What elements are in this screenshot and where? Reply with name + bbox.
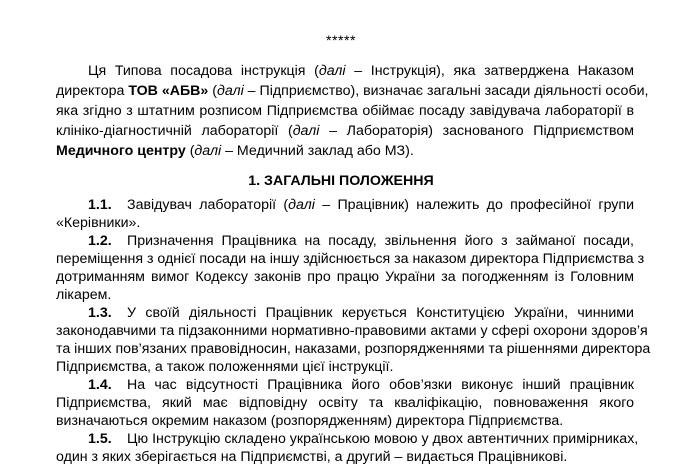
clause-1-4-line-1: На час відсутності Працівника його обов’язки виконує інший працівник bbox=[127, 377, 634, 393]
intro-line-1 bbox=[88, 61, 634, 81]
intro-text: ( bbox=[185, 143, 195, 159]
intro-text: директора bbox=[56, 83, 129, 99]
intro-italic: далі bbox=[217, 83, 244, 99]
separator-stars: ***** bbox=[325, 33, 357, 49]
clause-1-2-line-3: дотриманням вимог Кодексу законів про працю України за погодженням із Головним bbox=[56, 269, 634, 285]
intro-text: – Інструкція), яка затверджена Наказом bbox=[345, 63, 634, 79]
company-name: ТОВ «АБВ» bbox=[128, 83, 209, 99]
intro-text: ( bbox=[208, 83, 217, 99]
clause-number: 1.4. bbox=[88, 377, 112, 393]
clause-number: 1.1. bbox=[88, 197, 112, 213]
intro-line-4 bbox=[56, 121, 634, 141]
clause-number: 1.3. bbox=[88, 305, 112, 321]
clause-1-4-line-2: Підприємства, який має відповідну освіту та кваліфікацію, повноваження якого bbox=[56, 395, 634, 411]
intro-italic: далі bbox=[318, 63, 346, 79]
clause-1-3-line-2: законодавчими та підзаконними нормативно-правовими актами у сфері охорони здоров’я bbox=[56, 323, 648, 339]
clause-number: 1.5. bbox=[88, 431, 112, 447]
intro-line-3 bbox=[56, 101, 634, 121]
clause-1-2-line-2: переміщення з однієї посади на іншу здійснюється за наказом директора Підприємства з bbox=[56, 251, 645, 267]
intro-text: клініко-діагностичній лабораторії ( bbox=[56, 123, 293, 139]
clause-text: – Працівник) належить до професійної групи bbox=[314, 197, 634, 213]
intro-text: Ця Типова посадова інструкція ( bbox=[88, 63, 319, 79]
clause-italic: далі bbox=[288, 197, 315, 213]
clause-1-5-line-1: Цю Інструкцію складено українською мовою у двох автентичних примірниках, bbox=[127, 431, 639, 447]
clause-number: 1.2. bbox=[88, 233, 112, 249]
clause-text: Завідувач лабораторії ( bbox=[127, 197, 289, 213]
intro-italic: далі bbox=[292, 123, 320, 139]
intro-italic: далі bbox=[194, 143, 222, 159]
intro-text: – Підприємство), визначає загальні засади діяльності особи, bbox=[243, 83, 649, 99]
intro-text: – Медичний заклад або МЗ). bbox=[221, 143, 414, 159]
clause-1-4-line-3: визначаються окремим наказом (розпорядженням) директора Підприємства. bbox=[56, 413, 564, 429]
clause-1-2-line-1: Призначення Працівника на посаду, звільнення його з займаної посади, bbox=[127, 233, 634, 249]
intro-line-5 bbox=[56, 141, 414, 161]
intro-line-2 bbox=[56, 81, 649, 101]
clause-1-5-line-2: один з яких зберігається на Підприємстві, а другий – видається Працівникові. bbox=[56, 449, 568, 465]
clause-1-1-line-1 bbox=[127, 195, 634, 215]
clause-1-3-line-1: У своїй діяльності Працівник керується Конституцією України, чинними bbox=[127, 305, 634, 321]
clause-1-3-line-3: та інших пов’язаних правовідносин, наказами, розпорядженнями та рішеннями директора bbox=[56, 341, 651, 357]
section-heading: 1. ЗАГАЛЬНІ ПОЛОЖЕННЯ bbox=[248, 173, 434, 189]
intro-text: яка згідно з штатним розписом Підприємства обіймає посаду завідувача лабораторії в bbox=[56, 103, 634, 119]
intro-text: – Лабораторія) заснованого Підприємством bbox=[319, 123, 634, 139]
clause-1-1-line-2: «Керівники». bbox=[56, 215, 141, 231]
medical-center-name: Медичного центру bbox=[56, 143, 186, 159]
clause-1-3-line-4: Підприємства, а також положеннями цієї інструкції. bbox=[56, 359, 394, 375]
clause-1-2-line-4: лікарем. bbox=[56, 287, 112, 303]
